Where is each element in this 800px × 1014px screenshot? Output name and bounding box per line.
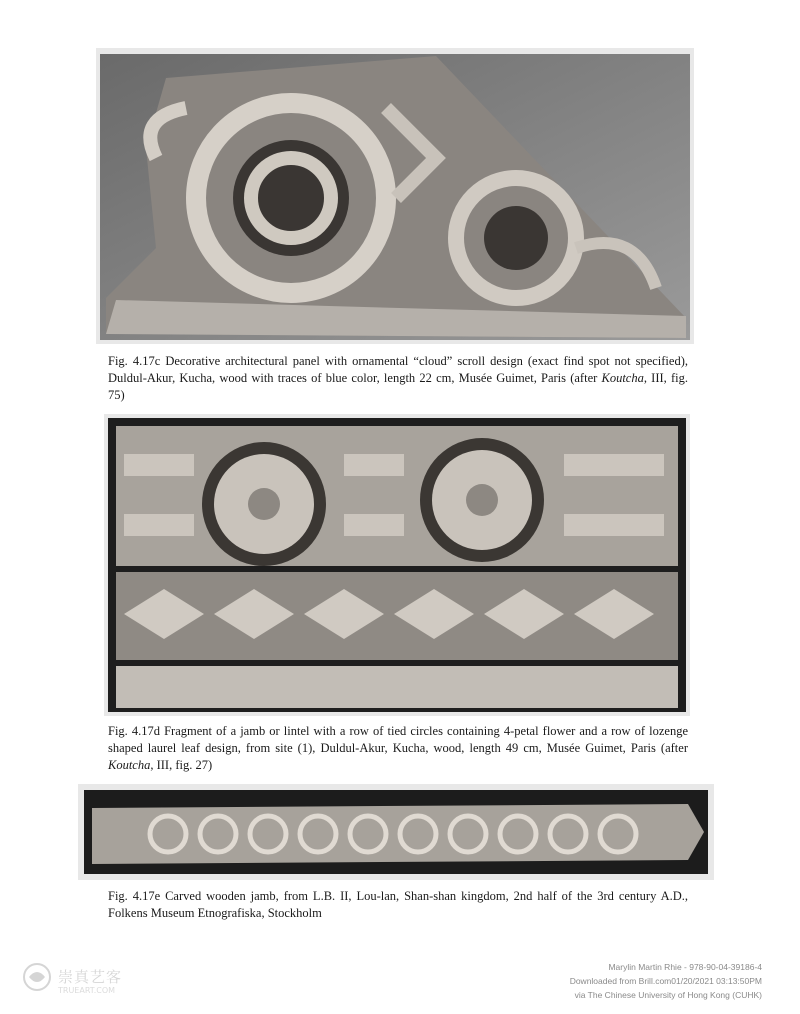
caption-text-end: , III, fig. 27) — [150, 758, 213, 772]
figure-4-17d-image — [104, 414, 690, 716]
figure-4-17e-caption — [108, 888, 688, 922]
watermark-text: 崇真艺客 — [58, 968, 123, 986]
trueart-watermark — [22, 962, 142, 1006]
caption-italic-title: Koutcha — [601, 371, 644, 385]
figure-4-17c-image — [96, 48, 694, 344]
caption-italic-title: Koutcha — [108, 758, 151, 772]
caption-text-end: , III, fig. 75) — [108, 371, 688, 402]
caption-text: Fig. 4.17d Fragment of a jamb or lintel with a row of tied circles containing 4-petal flower and a row of lozenge shaped laurel leaf design, from site (1), Duldul-Akur, Kucha, wood, length 49 cm, Musée Guimet, Paris (after — [108, 724, 688, 755]
footer-line-download: Downloaded from Brill.com01/20/2021 03:13:50PM — [569, 976, 762, 986]
figure-4-17d-caption — [108, 723, 688, 774]
figure-4-17c-caption — [108, 353, 688, 404]
trueart-logo-icon — [22, 962, 52, 992]
footer-line-author: Marylin Martin Rhie - 978-90-04-39186-4 — [608, 962, 762, 972]
download-footer — [442, 960, 762, 1002]
footer-line-institution: via The Chinese University of Hong Kong (CUHK) — [574, 990, 762, 1000]
caption-text: Fig. 4.17e Carved wooden jamb, from L.B. II, Lou-lan, Shan-shan kingdom, 2nd half of the 3rd century A.D., Folkens Museum Etnografiska, Stockholm — [108, 889, 688, 920]
watermark-subtext: TRUEART.COM — [58, 986, 116, 995]
figure-4-17e-image — [78, 784, 714, 880]
caption-text: Fig. 4.17c Decorative architectural panel with ornamental “cloud” scroll design (exact find spot not specified), Duldul-Akur, Kucha, wood with traces of blue color, length 22 cm, Musée Guimet, Paris (after — [108, 354, 688, 385]
